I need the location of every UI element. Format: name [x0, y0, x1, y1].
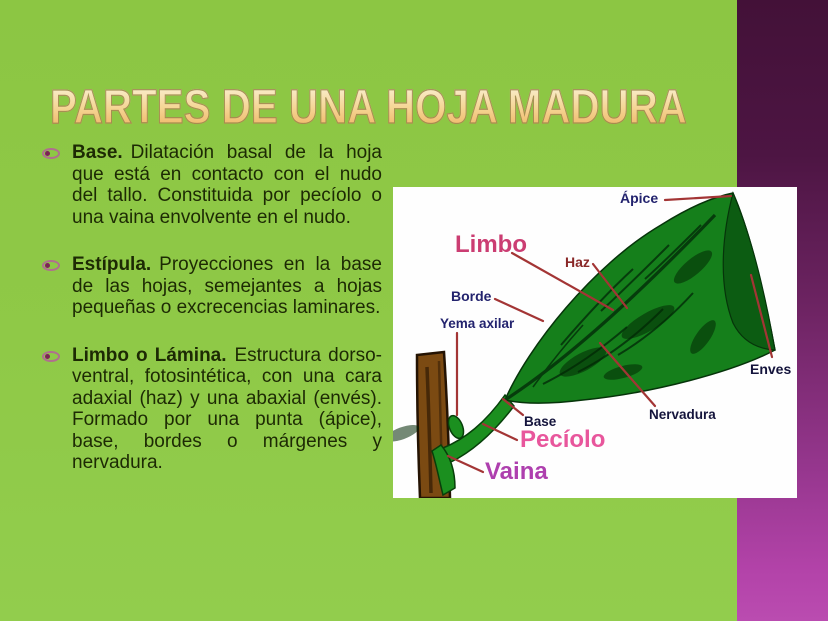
label-borde: Borde — [451, 288, 492, 304]
bullet-item-estipula — [42, 254, 382, 319]
bullet-list — [42, 142, 382, 500]
bullet-lead: Limbo o Lámina. — [72, 344, 227, 366]
label-nervadura: Nervadura — [649, 407, 716, 422]
label-limbo: Limbo — [455, 231, 527, 258]
bullet-paragraph — [72, 142, 382, 228]
slide-title: PARTES DE UNA HOJA MADURA — [50, 81, 687, 135]
label-yema-axilar: Yema axilar — [440, 316, 515, 331]
bullet-icon — [42, 351, 60, 362]
leaf-diagram-panel — [393, 187, 797, 498]
label-vaina: Vaina — [485, 458, 548, 485]
bullet-lead: Estípula. — [72, 254, 152, 275]
bullet-body: Estructura dorso-ventral, fotosintética, con una cara adaxial (haz) y una abaxial (envés). Formado por una punta (ápice), base, bordes o márgenes y nervadura. — [72, 344, 382, 473]
label-apice: Ápice — [620, 190, 659, 206]
bullet-paragraph — [72, 254, 382, 319]
bullet-icon — [42, 260, 60, 271]
bullet-item-base — [42, 142, 382, 228]
label-enves: Enves — [750, 361, 792, 377]
bullet-body: Dilatación basal de la hoja que está en contacto con el nudo del tallo. Constituida por pecíolo o una vaina envolvente en el nudo. — [72, 142, 382, 228]
bullet-item-limbo — [42, 345, 382, 474]
bullet-icon — [42, 148, 60, 159]
label-peciolo: Pecíolo — [520, 426, 606, 453]
bullet-body: Proyecciones en la base de las hojas, semejantes a hojas pequeñas o excrecencias laminares. — [72, 254, 382, 318]
bullet-lead: Base. — [72, 142, 123, 163]
label-base: Base — [524, 414, 557, 429]
bullet-paragraph — [72, 345, 382, 474]
label-haz: Haz — [565, 254, 590, 270]
